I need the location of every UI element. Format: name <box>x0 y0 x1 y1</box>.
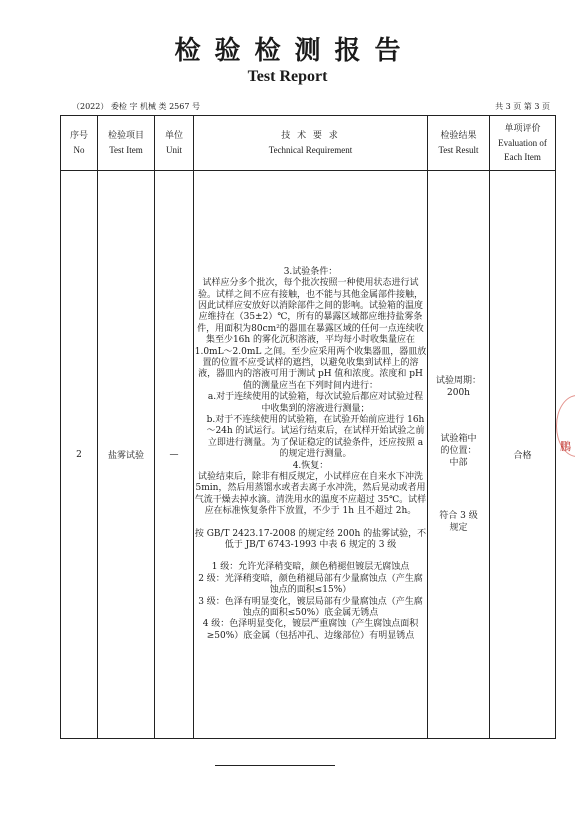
req-standard: 按 GB/T 2423.17-2008 的规定经 200h 的盐雾试验，不低于 JB/T 6743-1993 中表 6 规定的 3 级 <box>194 528 427 551</box>
result-cycle-value: 200h <box>447 388 470 398</box>
req-item-b: b.对于不连续使用的试验箱，在试验开始前应进行 16h～24h 的试运行。试运行结束后，在试样开始试验之前立即进行测量。为了保证稳定的试验条件，还应按照 a 的规定进行测量。 <box>206 414 425 460</box>
result-cycle-label: 试验周期： <box>435 376 481 386</box>
table-header-row <box>61 116 556 171</box>
page-info: 共 3 页 第 3 页 <box>495 102 550 111</box>
footer-divider <box>215 765 335 766</box>
req-section-3-body: 试样应分多个批次，每个批次按照一种使用状态进行试验。试样之间不应有接触，也不能与其他金属部件接触，因此试样应安放好以消除部件之间的影响。试验箱的温度应维持在（35±2）℃，所有的暴露区域都应维持盐雾条件，用面积为80cm²的器皿在暴露区域的任何一点连续收集至少16h 的雾化沉积溶液，平均每小时收集量应在1.0mL～2.0mL 之间。至少应采用两个收集器皿，器皿放置的位置不应受试样的遮挡，以避免收集到试样上的溶液，器皿内的溶液可用于测试 pH 值和浓度。浓度和 pH 值的测量应当在下列时间内进行： <box>194 278 427 391</box>
req-grade-1: 1 级：允许光泽稍变暗，颜色稍褪但镀层无腐蚀点 <box>211 562 410 573</box>
report-number: （2022） 委检 字 机械 类 2567 号 <box>72 102 200 111</box>
cell-evaluation: 合格 <box>490 171 556 739</box>
header-test-result: 检验结果 Test Result <box>428 116 490 171</box>
result-conform-1: 符合 3 级 <box>439 511 478 521</box>
result-position-label-2: 的位置： <box>440 446 477 456</box>
header-technical-requirement: 技 术 要 求 Technical Requirement <box>194 116 428 171</box>
seal-stamp-text: 鵬 <box>560 440 571 453</box>
cell-technical-requirement <box>194 171 428 739</box>
req-grade-2: 2 级：光泽稍变暗，颜色稍褪局部有少量腐蚀点（产生腐蚀点的面积≤15%） <box>198 573 423 596</box>
header-test-item: 检验项目 Test Item <box>98 116 155 171</box>
req-section-3-title: 3.试验条件： <box>283 266 338 277</box>
header-evaluation: 单项评价 Evaluation of Each Item <box>490 116 556 171</box>
req-grade-3: 3 级：色泽有明显变化，镀层局部有少量腐蚀点（产生腐蚀点的面积≤50%）底金属无锈点 <box>198 596 423 619</box>
cell-no: 2 <box>61 171 98 739</box>
req-grade-4: 4 级：色泽明显变化，镀层严重腐蚀（产生腐蚀点面积≥50%）底金属（包括冲孔、边缘部位）有明显锈点 <box>202 619 419 641</box>
report-title-en: Test Report <box>247 68 328 85</box>
result-position-label-1: 试验箱中 <box>440 434 477 444</box>
cell-test-item: 盐雾试验 <box>98 171 155 739</box>
req-section-4-body: 试验结束后，除非有相反规定，小试样应在自来水下冲洗 5min，然后用蒸馏水或者去离子水冲洗，然后晃动或者用气流干燥去掉水滴。清洗用水的温度不应超过 35℃。试样应在标准恢复条件下放置，不少于 1h 且不超过 2h。 <box>194 472 427 517</box>
cell-test-result <box>428 171 490 739</box>
cell-unit: — <box>155 171 194 739</box>
test-report-table <box>60 115 556 739</box>
report-title-cn: 检验检测报告 <box>174 36 415 66</box>
req-item-a: a.对于连续使用的试验箱，每次试验后都应对试验过程中收集到的溶液进行测量； <box>207 392 424 414</box>
result-position-value: 中部 <box>449 458 468 468</box>
header-no: 序号 No <box>61 116 98 171</box>
header-unit: 单位 Unit <box>155 116 194 171</box>
result-conform-2: 规定 <box>449 523 468 533</box>
table-row <box>61 171 556 739</box>
req-section-4-title: 4.恢复： <box>292 460 329 471</box>
